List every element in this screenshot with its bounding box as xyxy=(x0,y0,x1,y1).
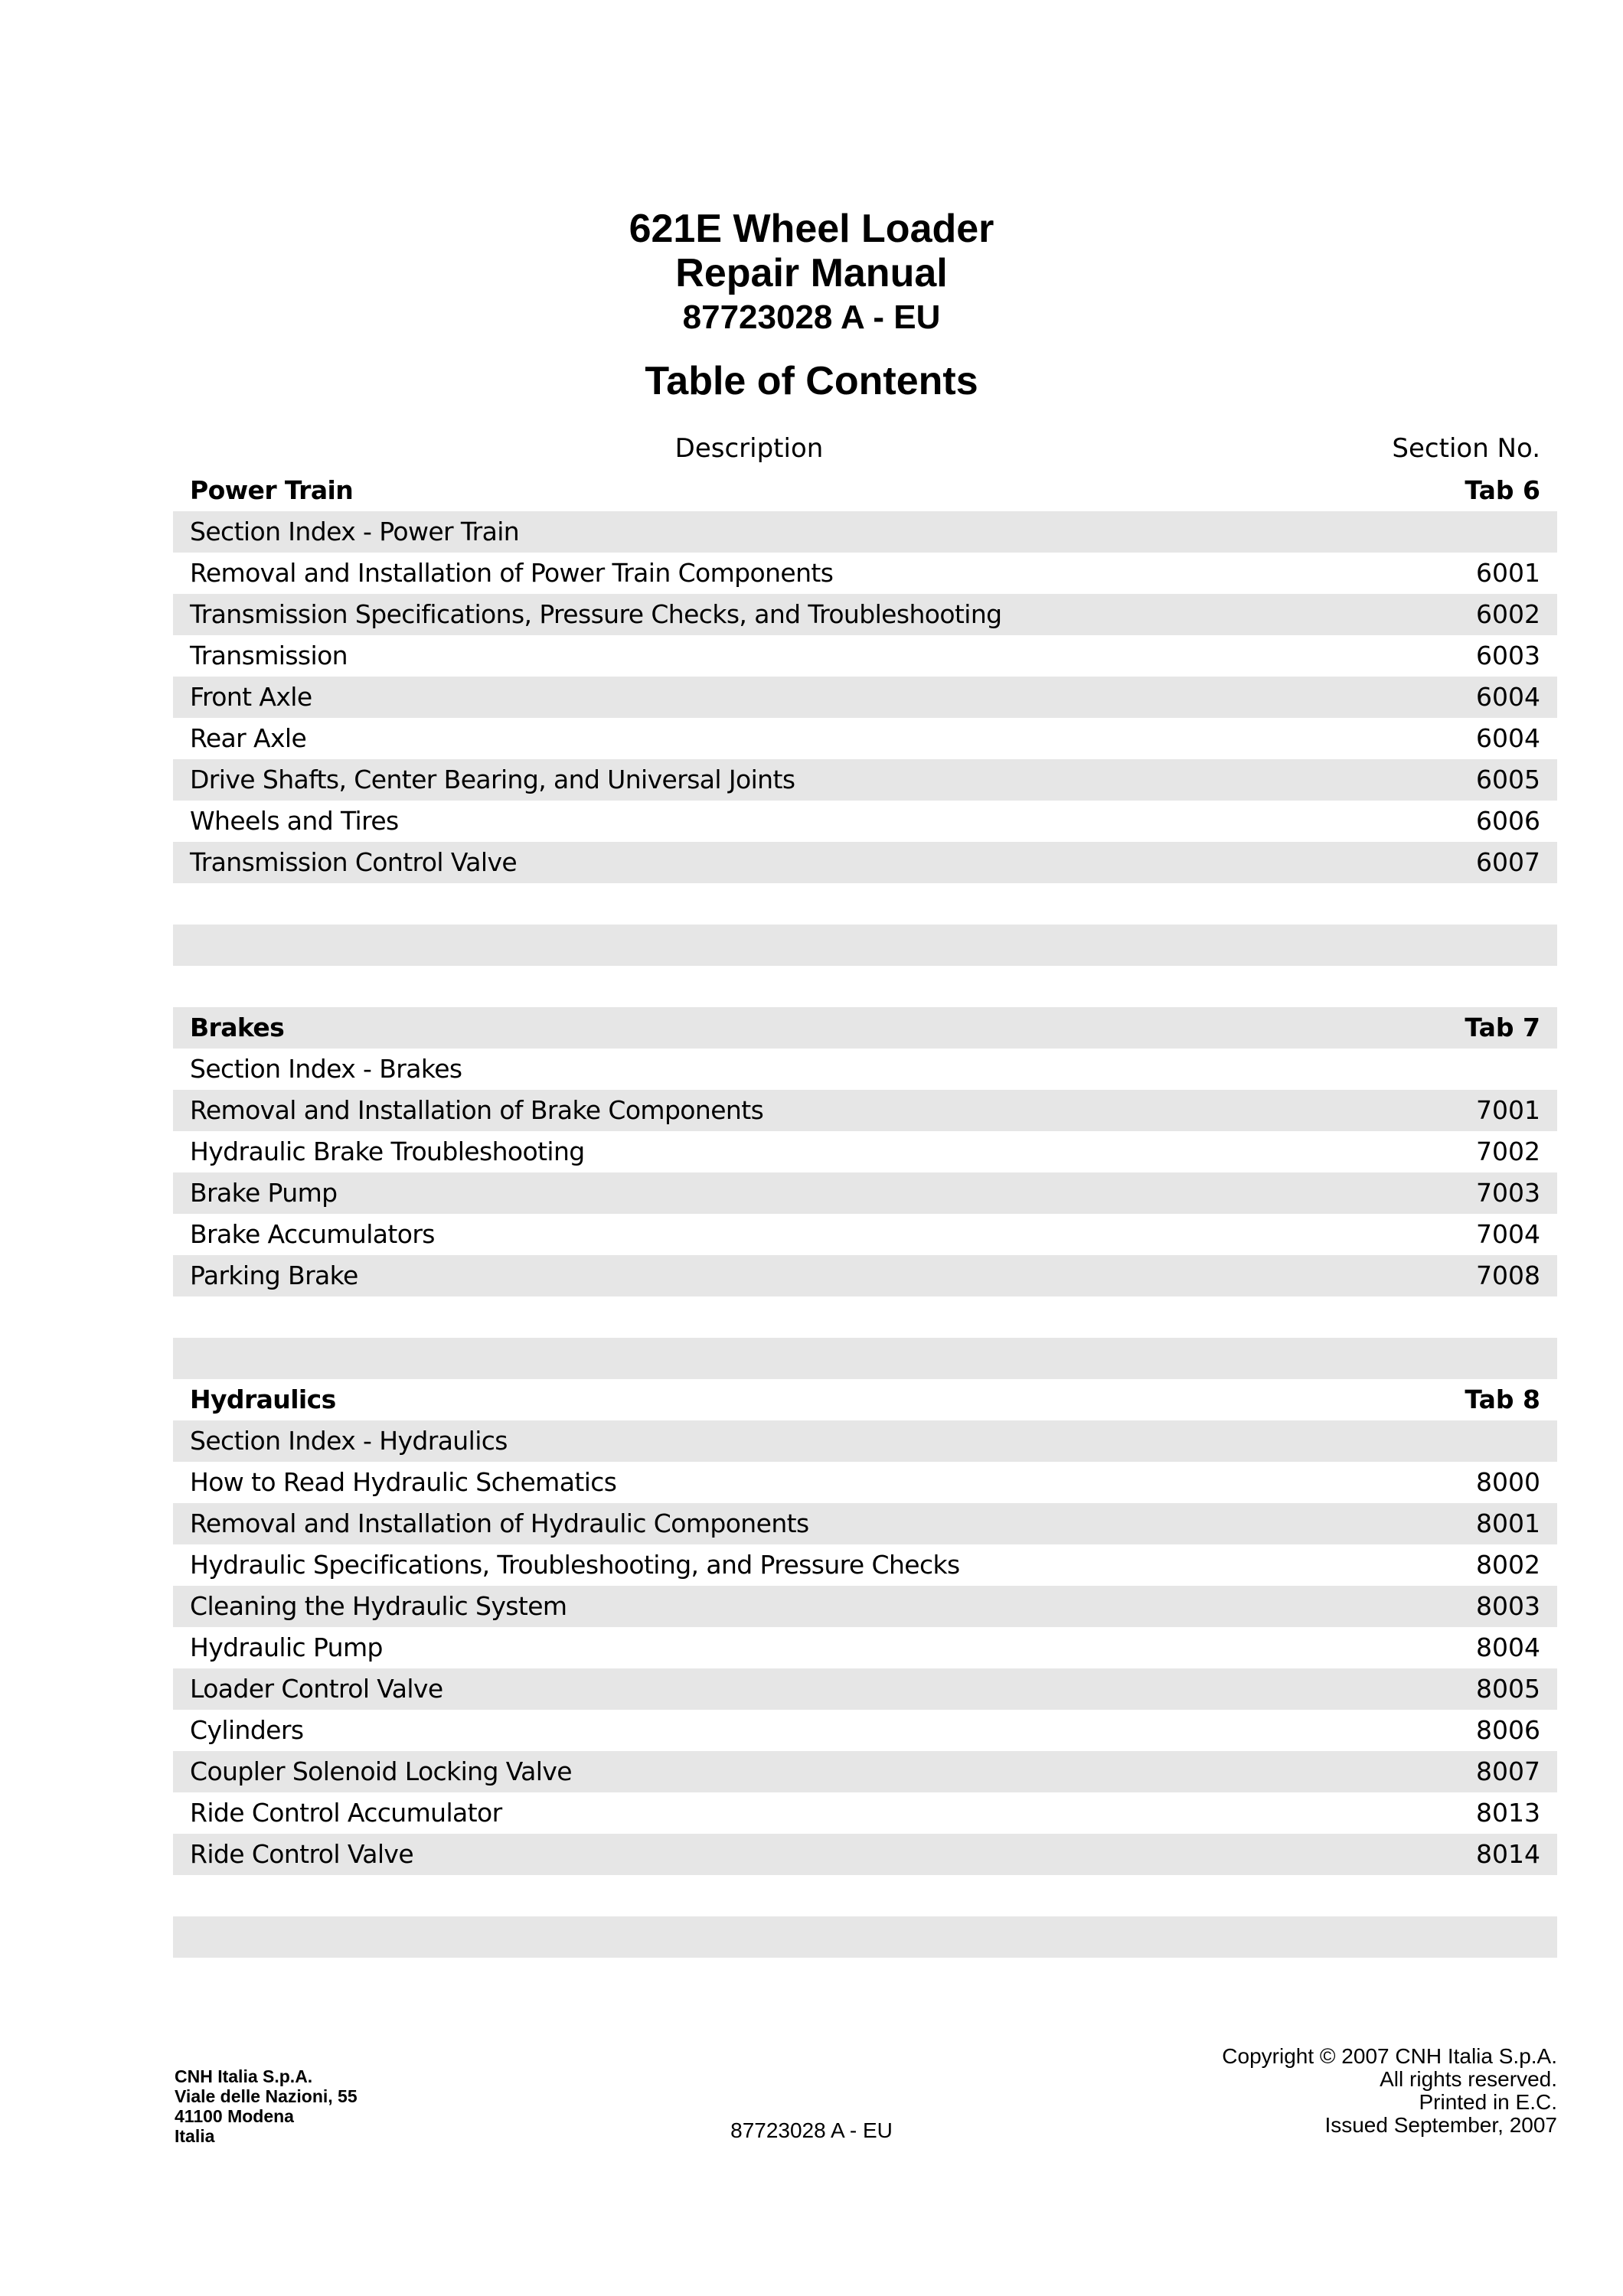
address-line: CNH Italia S.p.A. xyxy=(175,2066,313,2086)
toc-item-row xyxy=(173,1214,1557,1255)
toc-item-row xyxy=(173,1586,1557,1627)
toc-item-row xyxy=(173,1503,1557,1544)
item-description: Wheels and Tires xyxy=(190,806,399,836)
toc-blank-row xyxy=(173,966,1557,1007)
section-number: 8007 xyxy=(1476,1756,1540,1786)
toc-item-row xyxy=(173,1131,1557,1172)
toc-item-row xyxy=(173,1255,1557,1296)
section-number: 8014 xyxy=(1476,1839,1540,1869)
toc-rows xyxy=(173,470,1557,1958)
address-line: 41100 Modena xyxy=(175,2106,294,2126)
section-number: 8001 xyxy=(1476,1508,1540,1538)
address-line: Italia xyxy=(175,2126,215,2146)
toc-item-row xyxy=(173,677,1557,718)
item-description: Hydraulic Brake Troubleshooting xyxy=(190,1137,585,1166)
toc-item-row xyxy=(173,511,1557,553)
toc-item-row xyxy=(173,1834,1557,1875)
toc-table-header xyxy=(173,429,1557,470)
copyright-line: All rights reserved. xyxy=(1380,2067,1557,2091)
item-description: Transmission xyxy=(190,641,348,670)
item-description: Brake Pump xyxy=(190,1178,338,1208)
section-number: 6001 xyxy=(1476,558,1540,588)
section-number: 6004 xyxy=(1476,723,1540,753)
title-block xyxy=(0,207,1623,338)
section-number: 8005 xyxy=(1476,1674,1540,1704)
toc-section-row xyxy=(173,1007,1557,1049)
toc-section-row xyxy=(173,470,1557,511)
item-description: Removal and Installation of Brake Components xyxy=(190,1095,764,1125)
section-number: 8006 xyxy=(1476,1715,1540,1745)
toc-item-row xyxy=(173,842,1557,883)
toc-item-row xyxy=(173,1751,1557,1792)
item-description: Rear Axle xyxy=(190,723,307,753)
toc-item-row xyxy=(173,1792,1557,1834)
item-description: Hydraulic Pump xyxy=(190,1632,383,1662)
toc-section-row xyxy=(173,1379,1557,1420)
toc-blank-row xyxy=(173,925,1557,966)
toc-item-row xyxy=(173,759,1557,801)
toc-item-row xyxy=(173,1090,1557,1131)
toc-item-row xyxy=(173,1710,1557,1751)
toc-heading: Table of Contents xyxy=(645,359,978,403)
item-description: Hydraulic Specifications, Troubleshooting, and Pressure Checks xyxy=(190,1550,960,1580)
item-description: Parking Brake xyxy=(190,1261,358,1290)
item-description: Section Index - Hydraulics xyxy=(190,1426,508,1456)
section-number: 8004 xyxy=(1476,1632,1540,1662)
footer-doc-number: 87723028 A - EU xyxy=(730,2118,893,2142)
toc-item-row xyxy=(173,1420,1557,1462)
section-number: 7002 xyxy=(1476,1137,1540,1166)
item-description: Removal and Installation of Power Train Components xyxy=(190,558,834,588)
section-number: 7003 xyxy=(1476,1178,1540,1208)
item-description: Ride Control Accumulator xyxy=(190,1798,502,1828)
tab-number: Tab 8 xyxy=(1465,1384,1540,1414)
item-description: Section Index - Brakes xyxy=(190,1054,462,1084)
section-number: 6004 xyxy=(1476,682,1540,712)
toc-item-row xyxy=(173,1668,1557,1710)
item-description: Loader Control Valve xyxy=(190,1674,443,1704)
toc-item-row xyxy=(173,594,1557,635)
section-title: Brakes xyxy=(190,1013,285,1042)
section-title: Power Train xyxy=(190,475,354,505)
item-description: Section Index - Power Train xyxy=(190,517,520,546)
toc-blank-row xyxy=(173,1875,1557,1916)
copyright-line: Issued September, 2007 xyxy=(1324,2113,1557,2137)
toc-item-row xyxy=(173,801,1557,842)
section-number: 6002 xyxy=(1476,599,1540,629)
item-description: Brake Accumulators xyxy=(190,1219,435,1249)
footer-copyright xyxy=(1222,2045,1557,2137)
copyright-line: Printed in E.C. xyxy=(1419,2090,1557,2114)
toc-item-row xyxy=(173,1172,1557,1214)
manual-doc-number: 87723028 A - EU xyxy=(682,298,941,336)
section-number: 6007 xyxy=(1476,847,1540,877)
section-number: 6005 xyxy=(1476,765,1540,794)
item-description: Cleaning the Hydraulic System xyxy=(190,1591,567,1621)
toc-item-row xyxy=(173,553,1557,594)
toc-item-row xyxy=(173,1627,1557,1668)
section-number: 6006 xyxy=(1476,806,1540,836)
section-number: 6003 xyxy=(1476,641,1540,670)
item-description: Front Axle xyxy=(190,682,312,712)
section-number: 8000 xyxy=(1476,1467,1540,1497)
section-number: 7008 xyxy=(1476,1261,1540,1290)
toc-blank-row xyxy=(173,1916,1557,1958)
item-description: Removal and Installation of Hydraulic Components xyxy=(190,1508,809,1538)
section-title: Hydraulics xyxy=(190,1384,336,1414)
toc-item-row xyxy=(173,635,1557,677)
item-description: How to Read Hydraulic Schematics xyxy=(190,1467,617,1497)
section-number: 8002 xyxy=(1476,1550,1540,1580)
toc-table xyxy=(173,429,1557,1958)
section-number: 8003 xyxy=(1476,1591,1540,1621)
item-description: Transmission Specifications, Pressure Checks, and Troubleshooting xyxy=(190,599,1002,629)
description-column-header: Description xyxy=(674,433,824,464)
section-number: 7004 xyxy=(1476,1219,1540,1249)
tab-number: Tab 6 xyxy=(1465,475,1540,505)
toc-blank-row xyxy=(173,1296,1557,1338)
toc-item-row xyxy=(173,718,1557,759)
toc-blank-row xyxy=(173,1338,1557,1379)
item-description: Drive Shafts, Center Bearing, and Universal Joints xyxy=(190,765,795,794)
section-number: 8013 xyxy=(1476,1798,1540,1828)
address-line: Viale delle Nazioni, 55 xyxy=(175,2086,358,2106)
toc-item-row xyxy=(173,1544,1557,1586)
toc-item-row xyxy=(173,1462,1557,1503)
section-number-column-header: Section No. xyxy=(1392,433,1540,464)
manual-subtitle: Repair Manual xyxy=(675,251,948,295)
item-description: Ride Control Valve xyxy=(190,1839,414,1869)
manual-title: 621E Wheel Loader xyxy=(629,207,994,251)
item-description: Cylinders xyxy=(190,1715,304,1745)
item-description: Coupler Solenoid Locking Valve xyxy=(190,1756,572,1786)
toc-blank-row xyxy=(173,883,1557,925)
copyright-line: Copyright © 2007 CNH Italia S.p.A. xyxy=(1222,2044,1557,2068)
tab-number: Tab 7 xyxy=(1465,1013,1540,1042)
section-number: 7001 xyxy=(1476,1095,1540,1125)
item-description: Transmission Control Valve xyxy=(190,847,518,877)
toc-item-row xyxy=(173,1049,1557,1090)
